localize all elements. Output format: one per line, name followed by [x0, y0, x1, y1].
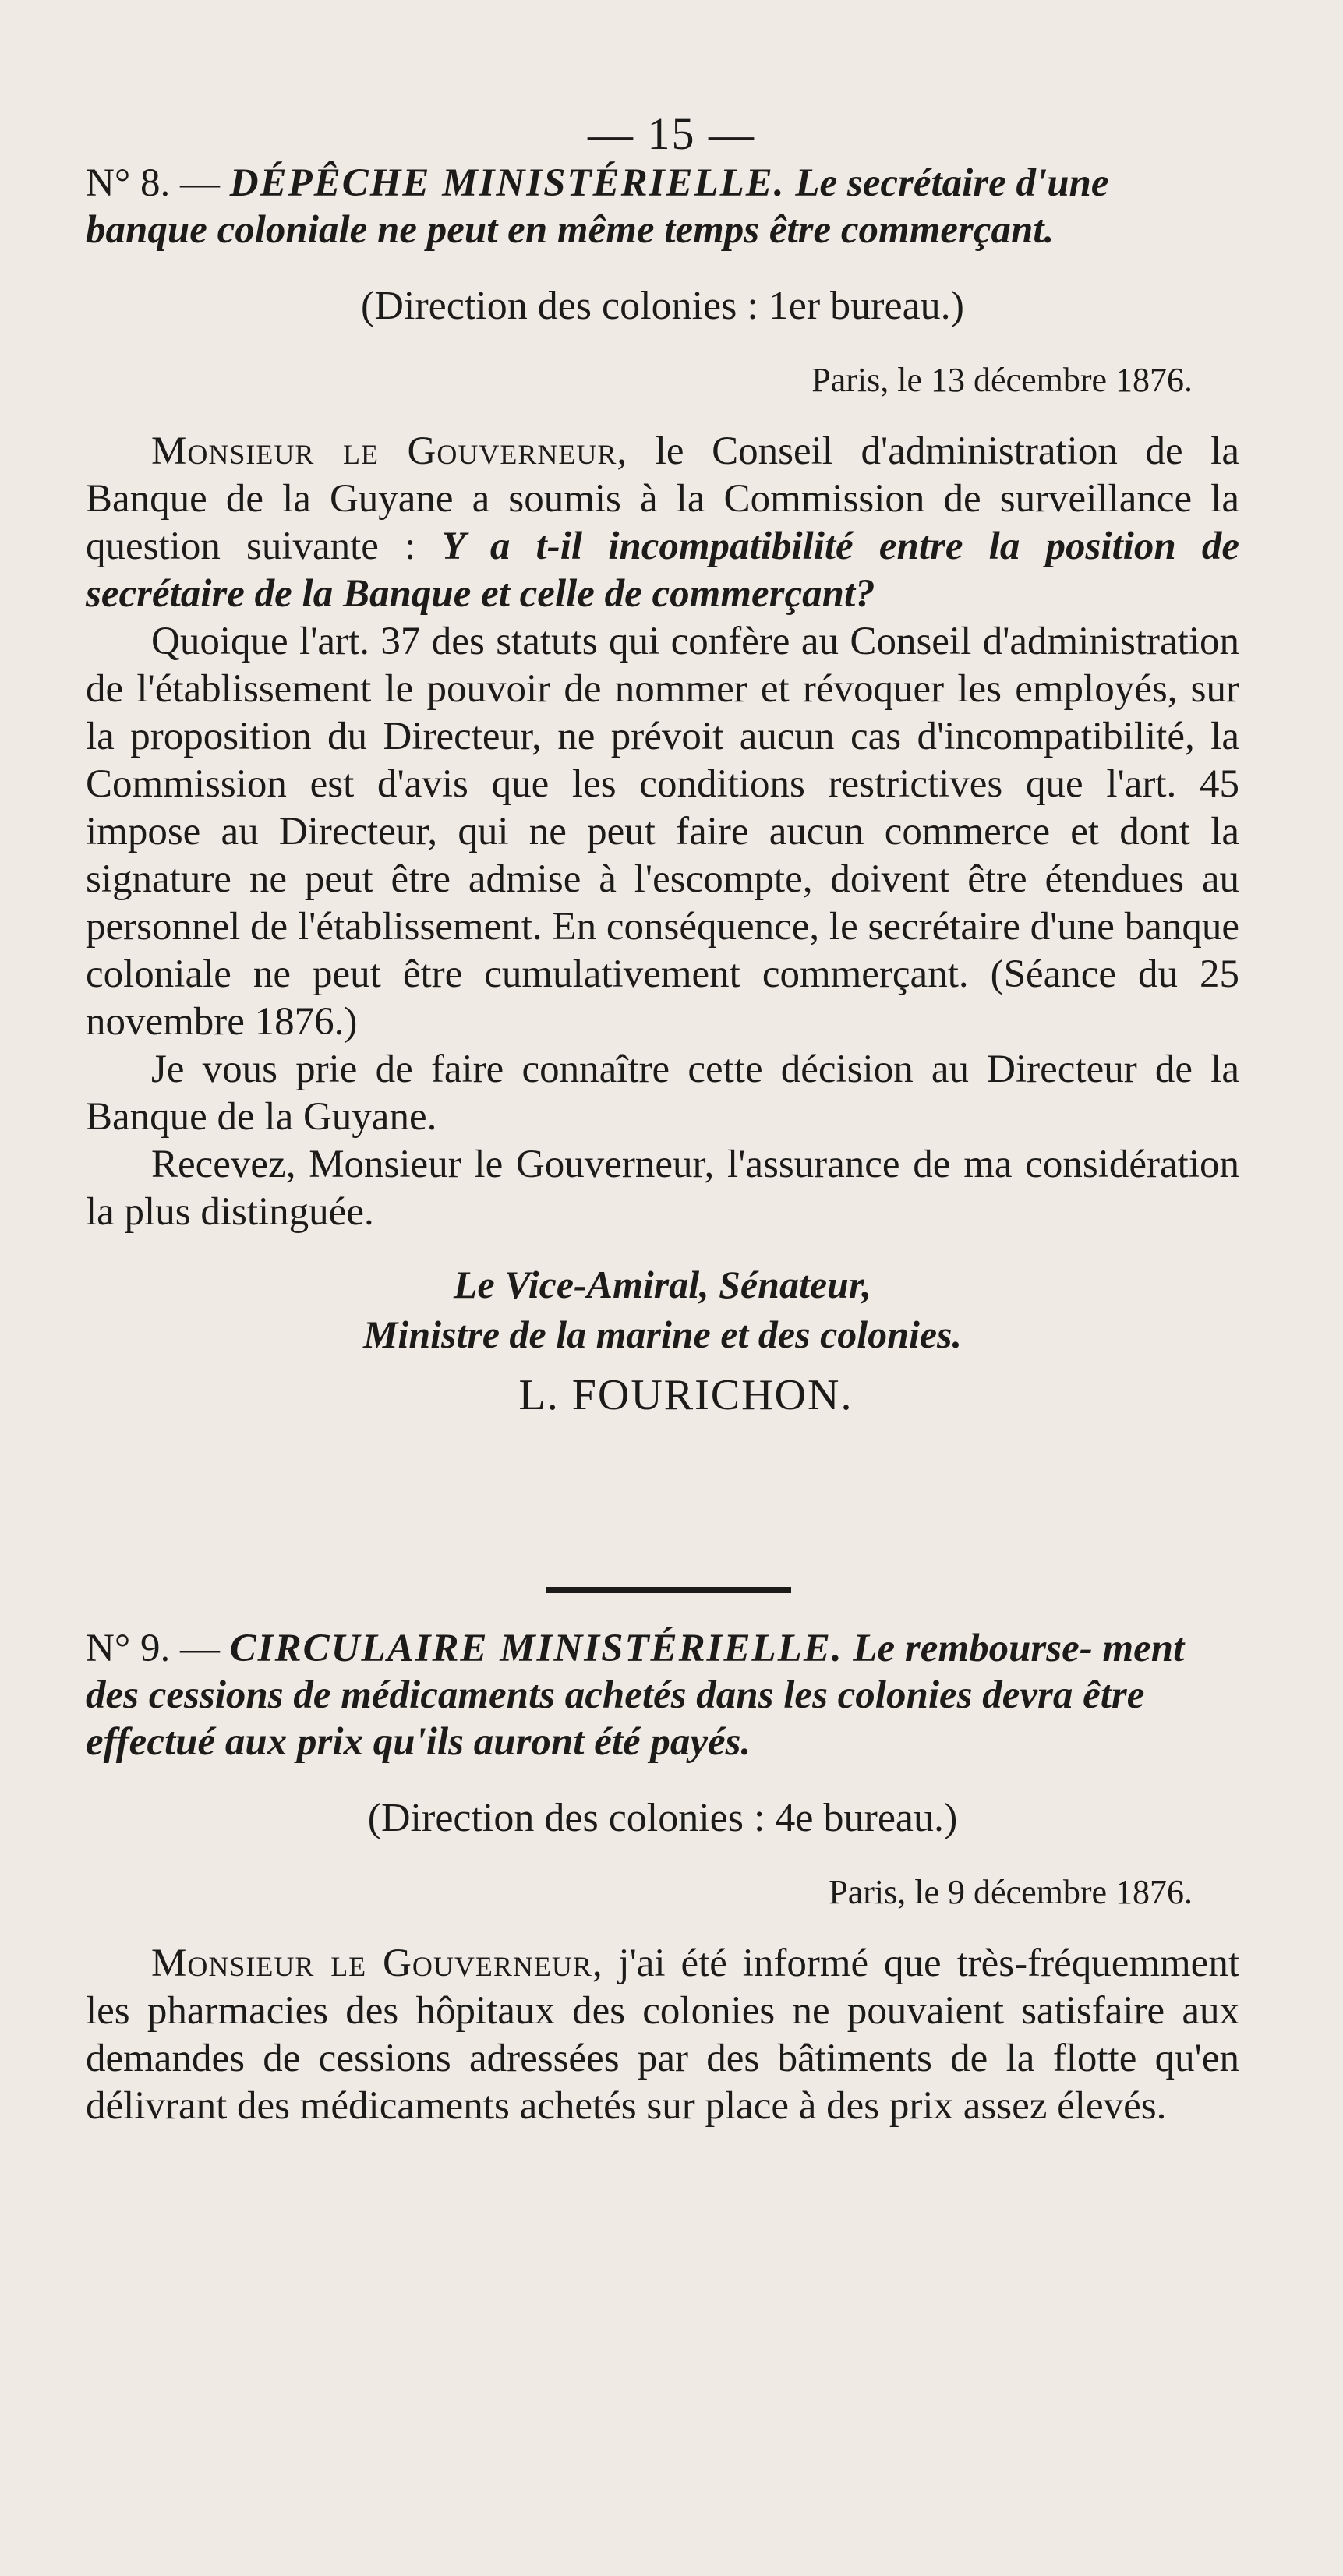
question-text: Y a t-il incompatibilité entre la position de secrétaire de la Banque et celle de commerçant?: [86, 525, 1240, 616]
entry-dispatch-8: [86, 160, 1239, 1420]
salutation: Monsieur le Gouverneur,: [151, 429, 628, 473]
signature-name: L. FOURICHON.: [518, 1371, 854, 1419]
paragraph-4: Recevez, Monsieur le Gouverneur, l'assurance de ma considération la plus distinguée.: [86, 1143, 1239, 1234]
letter-body: [86, 1940, 1239, 2130]
signature-block: [86, 1260, 1239, 1420]
place-date: Paris, le 9 décembre 1876.: [829, 1873, 1193, 1911]
signature-title-2: Ministre de la marine et des colonies.: [362, 1313, 963, 1356]
entry-circular-9: [86, 1625, 1239, 2130]
paragraph-1: [86, 1940, 1239, 2130]
section-separator: [546, 1587, 791, 1593]
paragraph-3: Je vous prie de faire connaître cette décision au Directeur de la Banque de la Guyane.: [86, 1048, 1239, 1139]
signature-title-1: Le Vice-Amiral, Sénateur,: [453, 1263, 872, 1306]
entry-summary-continued: banque coloniale ne peut en même temps être commerçant.: [86, 208, 1055, 252]
entry-summary: Le rembourse-: [853, 1627, 1093, 1670]
paragraph-1: [86, 428, 1239, 618]
direction-line: (Direction des colonies : 1er bureau.): [361, 284, 964, 328]
paragraph-2: Quoique l'art. 37 des statuts qui confère au Conseil d'administration de l'établissement le pouvoir de nommer et révoquer les employés, sur la proposition du Directeur, ne prévoit aucun cas d'incompatibilité, la Commission est d'avis que les conditions restrictives que l'art. 45 impose au Directeur, qui ne peut faire aucun commerce et dont la signature ne peut être admise à l'escompte, doivent être étendues au personnel de l'établissement. En conséquence, le secrétaire d'une banque coloniale ne peut être cumulativement commerçant. (Séance du 25 novembre 1876.): [86, 620, 1239, 1044]
place-date: Paris, le 13 décembre 1876.: [811, 361, 1193, 399]
paragraph-1-text: le Conseil d'administration de la Banque de la Guyane a soumis à la Commission de surveillance la question suivante :: [86, 429, 1239, 568]
page-number: — 15 —: [588, 108, 755, 159]
entry-summary: Le secrétaire d'une: [795, 161, 1109, 205]
entry-number: N° 8. —: [86, 161, 220, 205]
salutation: Monsieur le Gouverneur,: [151, 1942, 603, 1985]
entry-heading: [86, 160, 1239, 253]
direction-line: (Direction des colonies : 4e bureau.): [367, 1796, 958, 1840]
entry-number: N° 9. —: [86, 1627, 220, 1670]
entry-title: CIRCULAIRE MINISTÉRIELLE.: [229, 1627, 843, 1670]
entry-heading: [86, 1625, 1239, 1765]
paragraph-1-text: j'ai été informé que très-fréquemment les pharmacies des hôpitaux des colonies ne pouvaient satisfaire aux demandes de cessions adressées par des bâtiments de la flotte qu'en délivrant des médicaments achetés sur place à des prix assez élevés.: [86, 1942, 1239, 2128]
entry-title: DÉPÊCHE MINISTÉRIELLE.: [229, 161, 786, 205]
letter-body: [86, 428, 1239, 1236]
entry-summary-continued: ment des cessions de médicaments achetés dans les colonies devra être effectué aux prix qu'ils auront été payés.: [86, 1627, 1185, 1764]
